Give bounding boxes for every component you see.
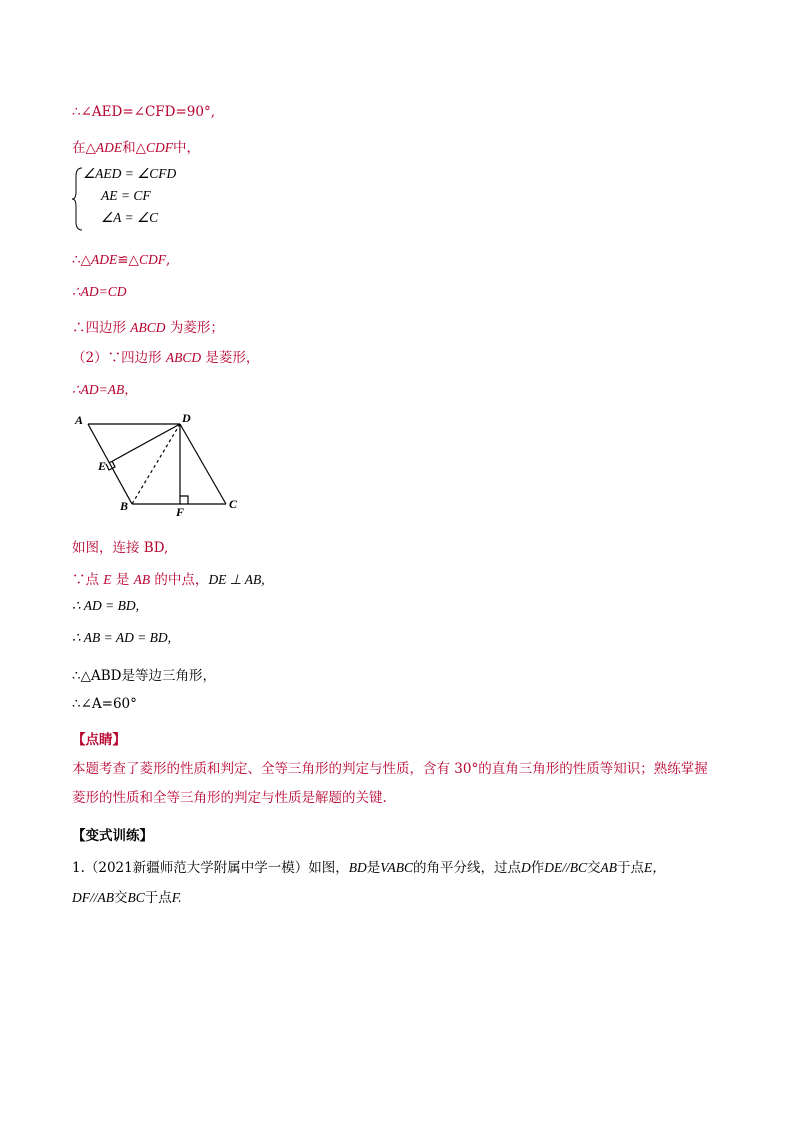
equation-row-2: AE = CF (101, 188, 151, 203)
label-a: A (75, 413, 84, 427)
math: DE//BC (544, 860, 587, 875)
bianshi-title: 【变式训练】 (72, 828, 153, 844)
line-6 (72, 346, 259, 366)
text: 作 (530, 860, 545, 876)
math: D (521, 860, 531, 875)
text: 为菱形； (165, 320, 224, 336)
text: 于点 (617, 860, 644, 876)
line-4: ∴AD=CD (72, 284, 127, 299)
text: 是菱形， (201, 350, 260, 366)
label-d: D (182, 411, 191, 425)
rhombus-figure (72, 406, 252, 524)
text: ≌△ (117, 252, 139, 268)
text: 是 (111, 572, 134, 588)
quad-abcd: ABCD (130, 320, 166, 335)
point-e: E (103, 572, 112, 587)
line-9 (72, 568, 265, 588)
equation-system (72, 166, 212, 232)
dianjing-title: 【点睛】 (72, 732, 126, 748)
line-13: ∴∠A=60° (72, 696, 137, 712)
label-b: B (120, 499, 129, 513)
line-2 (72, 136, 200, 156)
text: 和△ (122, 140, 147, 156)
triangle-ade: ADE (90, 252, 118, 267)
triangle-ade: ADE (95, 140, 123, 155)
math: F. (171, 890, 182, 905)
dianjing-line-1: 本题考查了菱形的性质和判定、全等三角形的判定与性质，含有 30°的直角三角形的性质等知识；熟练掌握 (72, 761, 708, 777)
triangle-cdf: CDF (138, 252, 166, 267)
text: ∴四边形 (72, 320, 131, 336)
line-3 (72, 252, 170, 268)
math: AB (600, 860, 617, 875)
math-expression: DE ⊥ AB, (208, 572, 265, 587)
line-8: 如图，连接 BD, (72, 540, 169, 556)
line-10: ∴ AD = BD, (72, 598, 139, 613)
text: （2）∵四边形 (72, 350, 166, 366)
label-e: E (98, 459, 107, 473)
dianjing-line-2: 菱形的性质和全等三角形的判定与性质是解题的关键. (72, 790, 387, 806)
triangle-cdf: CDF (146, 140, 174, 155)
line-11: ∴ AB = AD = BD, (72, 630, 172, 645)
question-1-line-2 (72, 886, 182, 906)
text: ∵点 (72, 572, 104, 588)
equation-row-3: ∠A = ∠C (101, 210, 159, 225)
line-1: ∴∠AED=∠CFD=90°, (72, 104, 216, 120)
line-7: ∴AD=AB， (72, 382, 138, 397)
text: 交 (587, 860, 601, 876)
equation-row-1: ∠AED = ∠CFD (83, 166, 177, 181)
text: 是 (366, 860, 381, 876)
text: 的中点， (150, 572, 209, 588)
rhombus-diagram (72, 406, 252, 524)
text: , (165, 252, 171, 268)
quad-abcd: ABCD (165, 350, 202, 365)
question-1-line-1 (72, 856, 666, 876)
text: 于点 (144, 890, 172, 906)
math: BC (127, 890, 145, 905)
math: DF//AB (72, 890, 114, 905)
label-f: F (176, 505, 185, 519)
math: E， (644, 860, 666, 875)
text: 1.（2021新疆师范大学附属中学一模）如图， (72, 860, 349, 876)
text: 在△ (72, 140, 96, 156)
text: 的角平分线，过点 (413, 860, 521, 876)
text: 交 (114, 890, 128, 906)
line-5 (72, 316, 224, 336)
text: 中， (173, 140, 201, 156)
dianjing-text (72, 755, 732, 813)
text: ∴△ (72, 252, 91, 268)
segment-ab: AB (133, 572, 151, 587)
math: VABC (380, 860, 413, 875)
label-c: C (229, 497, 238, 511)
line-12: ∴△ABD是等边三角形， (72, 668, 216, 684)
math: BD (348, 860, 367, 875)
